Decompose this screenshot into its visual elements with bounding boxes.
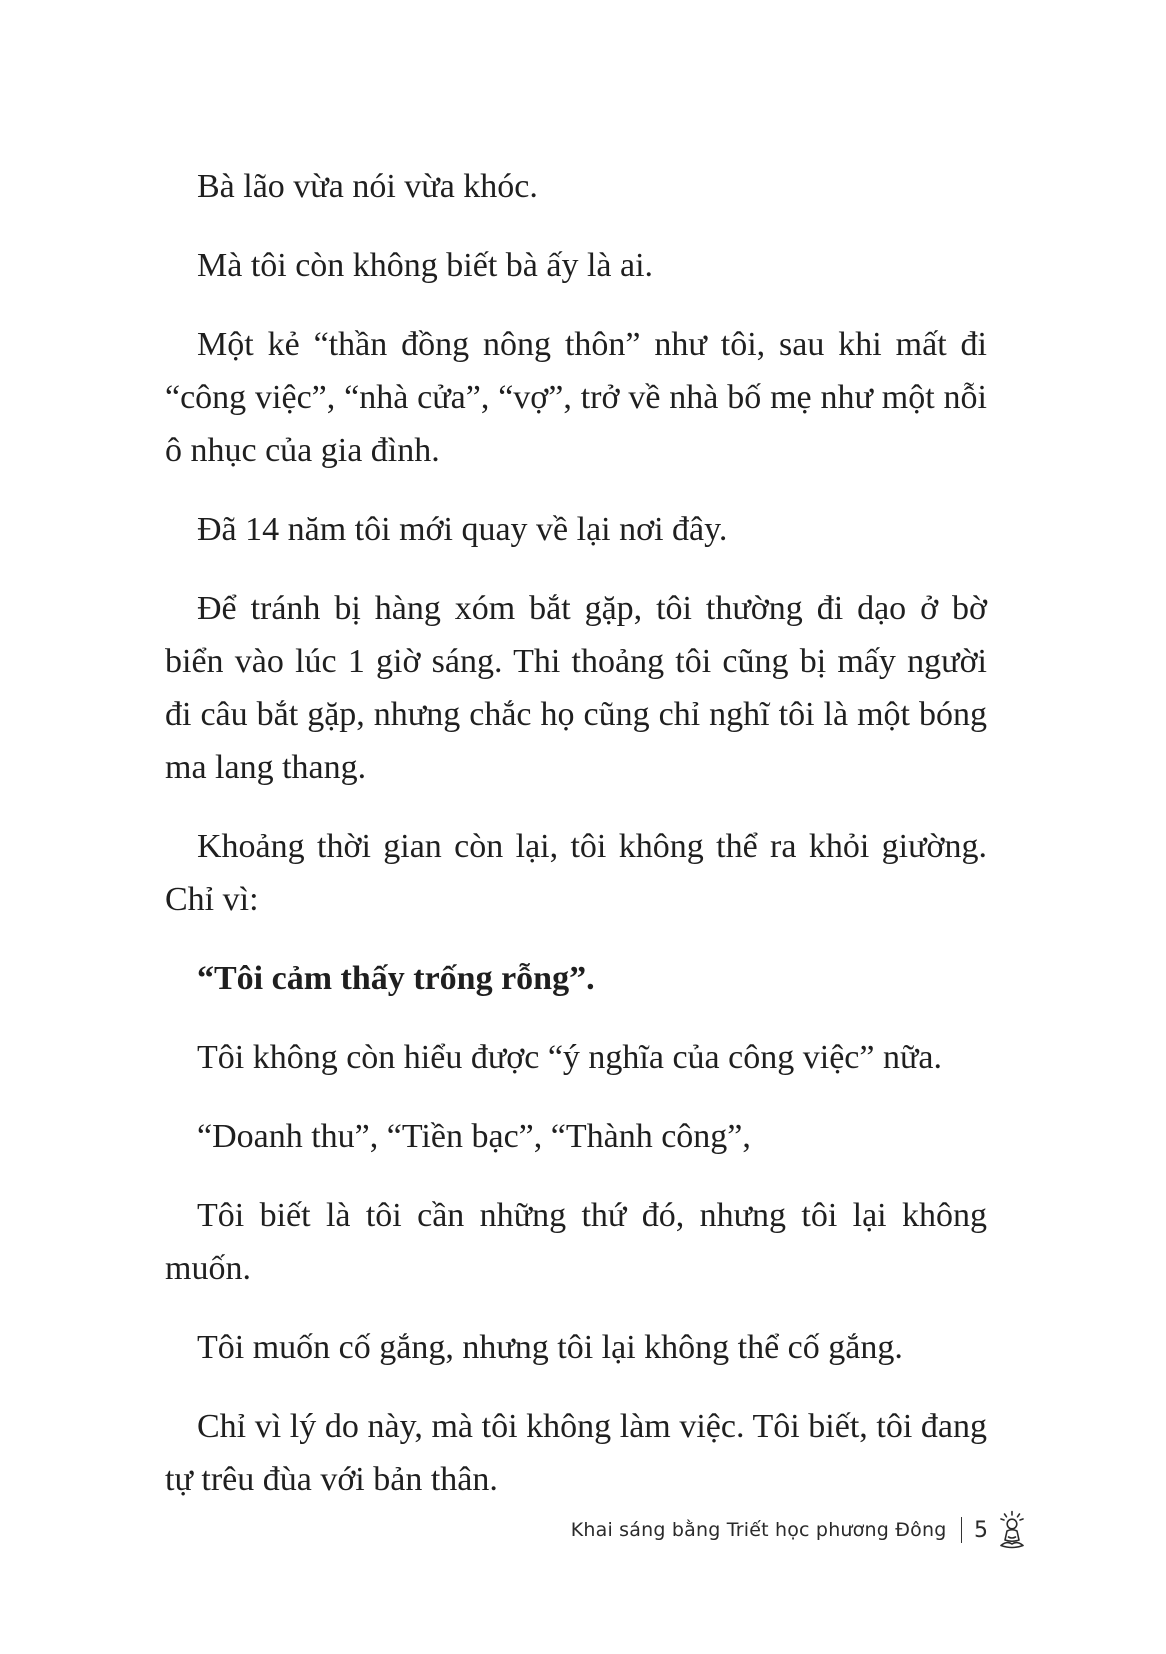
paragraph: Đã 14 năm tôi mới quay về lại nơi đây. bbox=[197, 511, 728, 548]
meditating-monk-icon bbox=[998, 1510, 1026, 1550]
paragraph: Tôi muốn cố gắng, nhưng tôi lại không thể cố gắng. bbox=[197, 1329, 903, 1366]
paragraph: Khoảng thời gian còn lại, tôi không thể ra khỏi giường. Chỉ vì: bbox=[165, 828, 987, 918]
emphasized-quote: “Tôi cảm thấy trống rỗng”. bbox=[197, 960, 595, 997]
paragraph: Để tránh bị hàng xóm bắt gặp, tôi thường đi dạo ở bờ biển vào lúc 1 giờ sáng. Thi thoảng tôi cũng bị mấy người đi câu bắt gặp, nhưng chắc họ cũng chỉ nghĩ tôi là một bóng ma lang thang. bbox=[165, 590, 987, 786]
paragraph: Chỉ vì lý do này, mà tôi không làm việc. Tôi biết, tôi đang tự trêu đùa với bản thân. bbox=[165, 1408, 987, 1498]
paragraph: Tôi biết là tôi cần những thứ đó, nhưng tôi lại không muốn. bbox=[165, 1197, 987, 1287]
paragraph: Bà lão vừa nói vừa khóc. bbox=[197, 168, 538, 205]
paragraph: Một kẻ “thần đồng nông thôn” như tôi, sau khi mất đi “công việc”, “nhà cửa”, “vợ”, trở về nhà bố mẹ như một nỗi ô nhục của gia đình. bbox=[165, 326, 987, 469]
paragraph: “Doanh thu”, “Tiền bạc”, “Thành công”, bbox=[197, 1118, 751, 1155]
page-number: 5 bbox=[974, 1517, 988, 1543]
page-footer bbox=[571, 1510, 1026, 1550]
running-book-title: Khai sáng bằng Triết học phương Đông bbox=[570, 1519, 947, 1541]
footer-divider bbox=[961, 1517, 963, 1543]
paragraph: Mà tôi còn không biết bà ấy là ai. bbox=[197, 247, 654, 284]
paragraph: Tôi không còn hiểu được “ý nghĩa của công việc” nữa. bbox=[197, 1039, 942, 1076]
page-body bbox=[165, 160, 987, 1506]
